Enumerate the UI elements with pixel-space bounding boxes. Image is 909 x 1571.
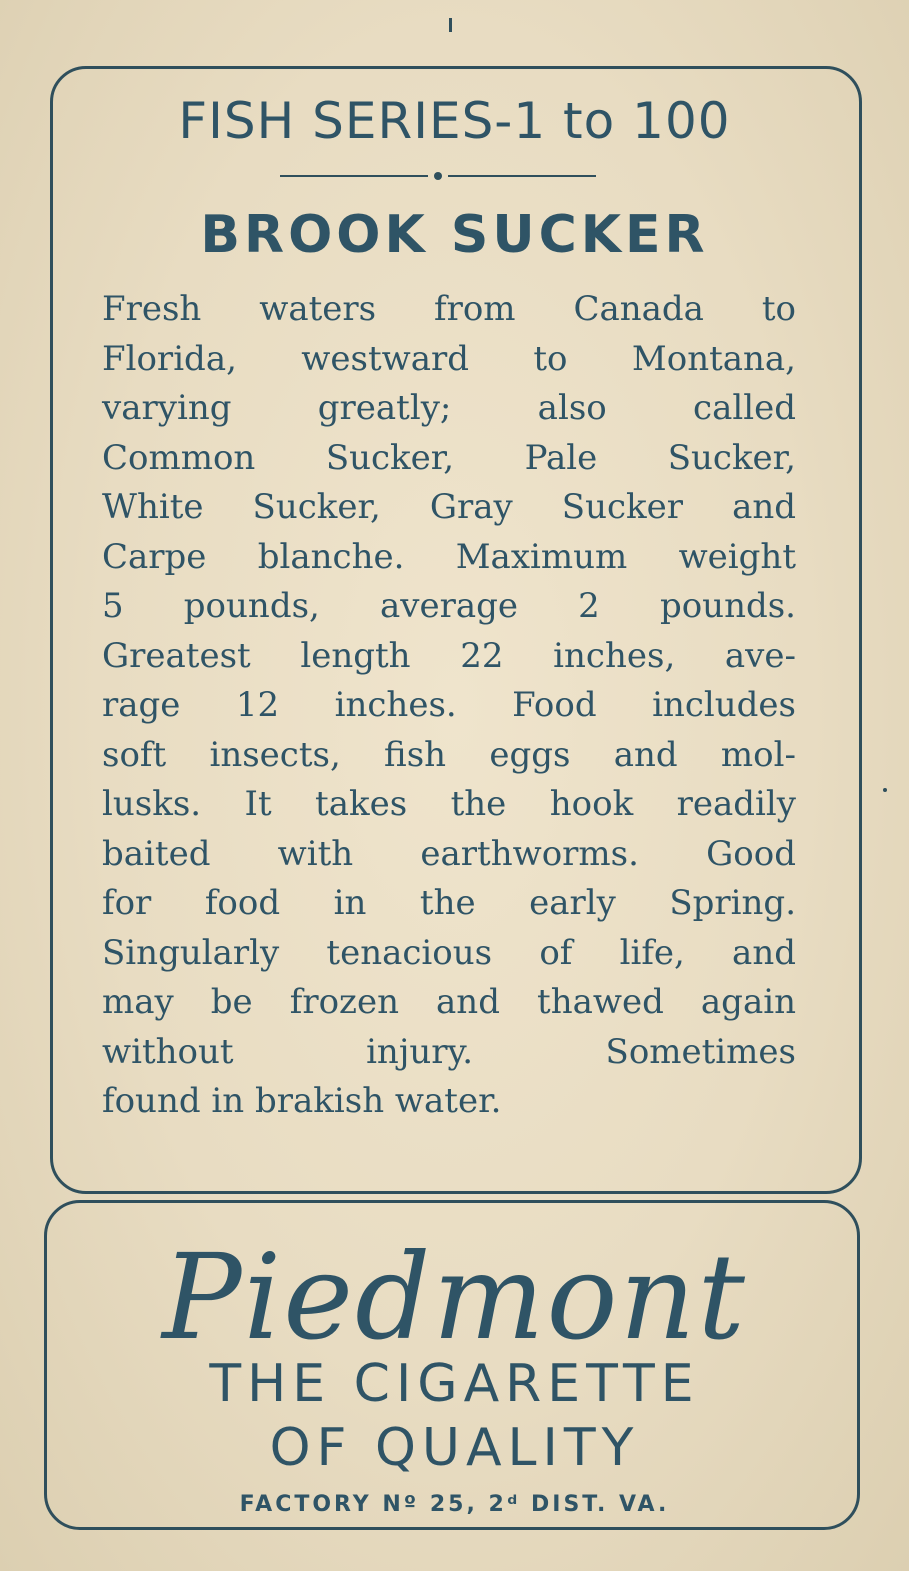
edge-mark [883,788,887,792]
description-line: Fresh waters from Canada to [102,289,796,329]
description-line: baited with earthworms. Good [102,833,796,874]
divider-ornament [280,170,600,182]
top-tick-mark [449,18,452,32]
fish-name: BROOK SUCKER [200,205,709,265]
description-line: lusks. It takes the hook readily [102,784,796,824]
divider-line-left [280,175,428,177]
divider-dot [434,172,442,180]
description-text [102,285,796,1127]
factory-line: FACTORY Nº 25, 2ᵈ DIST. VA. [239,1492,670,1517]
description-line: 5 pounds, average 2 pounds. [102,586,796,626]
tagline-line-2: OF QUALITY [269,1418,640,1478]
description-line: Common Sucker, Pale Sucker, [102,437,796,478]
tagline-line-1: THE CIGARETTE [209,1354,700,1414]
divider-line-right [448,175,596,177]
description-line: rage 12 inches. Food includes [102,685,796,725]
description-line: Singularly tenacious of life, and [102,932,796,973]
description-line: Greatest length 22 inches, ave- [102,635,796,676]
series-title: FISH SERIES-1 to 100 [178,92,731,150]
description-line: for food in the early Spring. [102,883,796,923]
description-line: White Sucker, Gray Sucker and [102,487,796,527]
description-line: Carpe blanche. Maximum weight [102,536,796,577]
description-line: found in brakish water. [102,1081,502,1121]
description-line: varying greatly; also called [102,388,796,428]
description-line: Florida, westward to Montana, [102,338,796,379]
description-line: without injury. Sometimes [102,1031,796,1072]
description-line: soft insects, fish eggs and mol- [102,734,796,775]
brand-logo: Piedmont [162,1228,747,1366]
description-line: may be frozen and thawed again [102,982,796,1022]
